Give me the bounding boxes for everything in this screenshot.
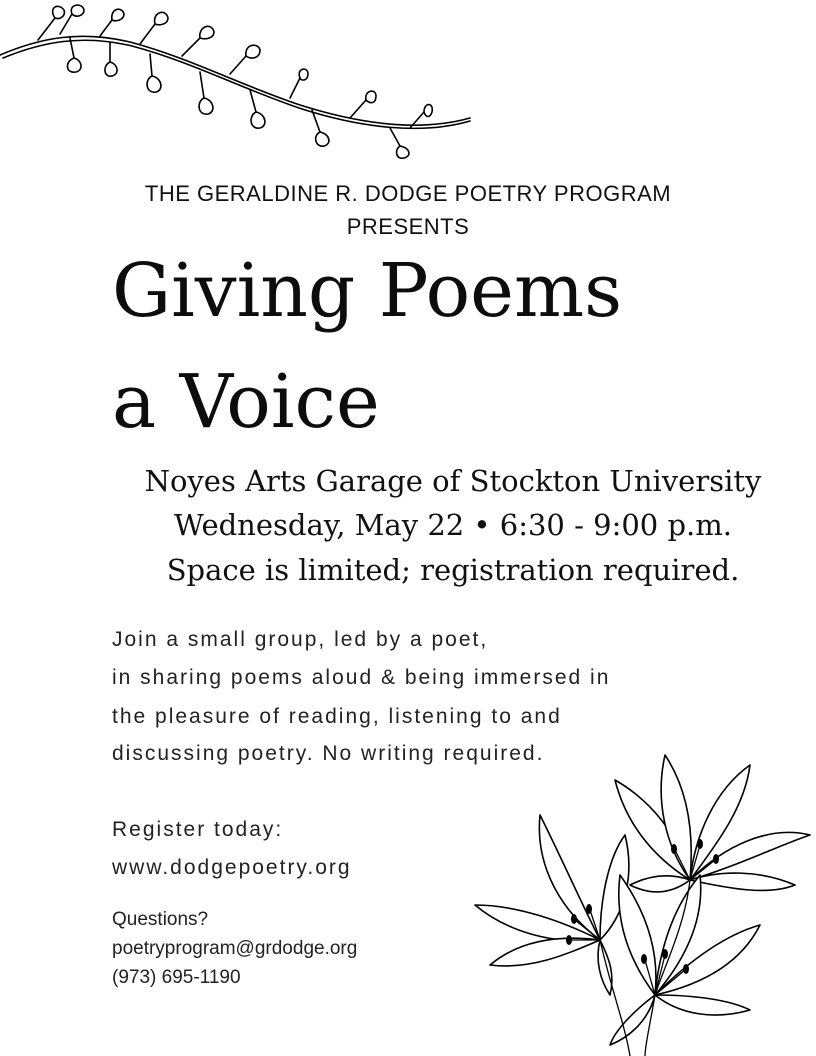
- register-label: Register today:: [112, 818, 284, 841]
- lily-flowers-illustration: [450, 745, 816, 1056]
- presents-label: PRESENTS: [346, 214, 470, 239]
- contact-phone: (973) 695-1190: [112, 967, 241, 988]
- description-line: the pleasure of reading, listening to and: [112, 705, 562, 728]
- contact-email-link[interactable]: poetryprogram@grdodge.org: [112, 938, 358, 959]
- registration-note: Space is limited; registration required.: [166, 553, 740, 587]
- event-title-line2: a Voice: [112, 359, 380, 445]
- presenter-name: THE GERALDINE R. DODGE POETRY PROGRAM: [144, 181, 672, 206]
- event-venue: Noyes Arts Garage of Stockton University: [144, 464, 762, 498]
- event-datetime: Wednesday, May 22 • 6:30 - 9:00 p.m.: [174, 508, 732, 542]
- description-line: discussing poetry. No writing required.: [112, 742, 545, 765]
- event-title-line1: Giving Poems: [112, 248, 623, 334]
- register-link[interactable]: www.dodgepoetry.org: [112, 856, 352, 879]
- description-line: in sharing poems aloud & being immersed in: [112, 666, 611, 689]
- questions-label: Questions?: [112, 909, 209, 930]
- description-line: Join a small group, led by a poet,: [112, 628, 489, 651]
- leafy-branch-illustration: [0, 0, 480, 170]
